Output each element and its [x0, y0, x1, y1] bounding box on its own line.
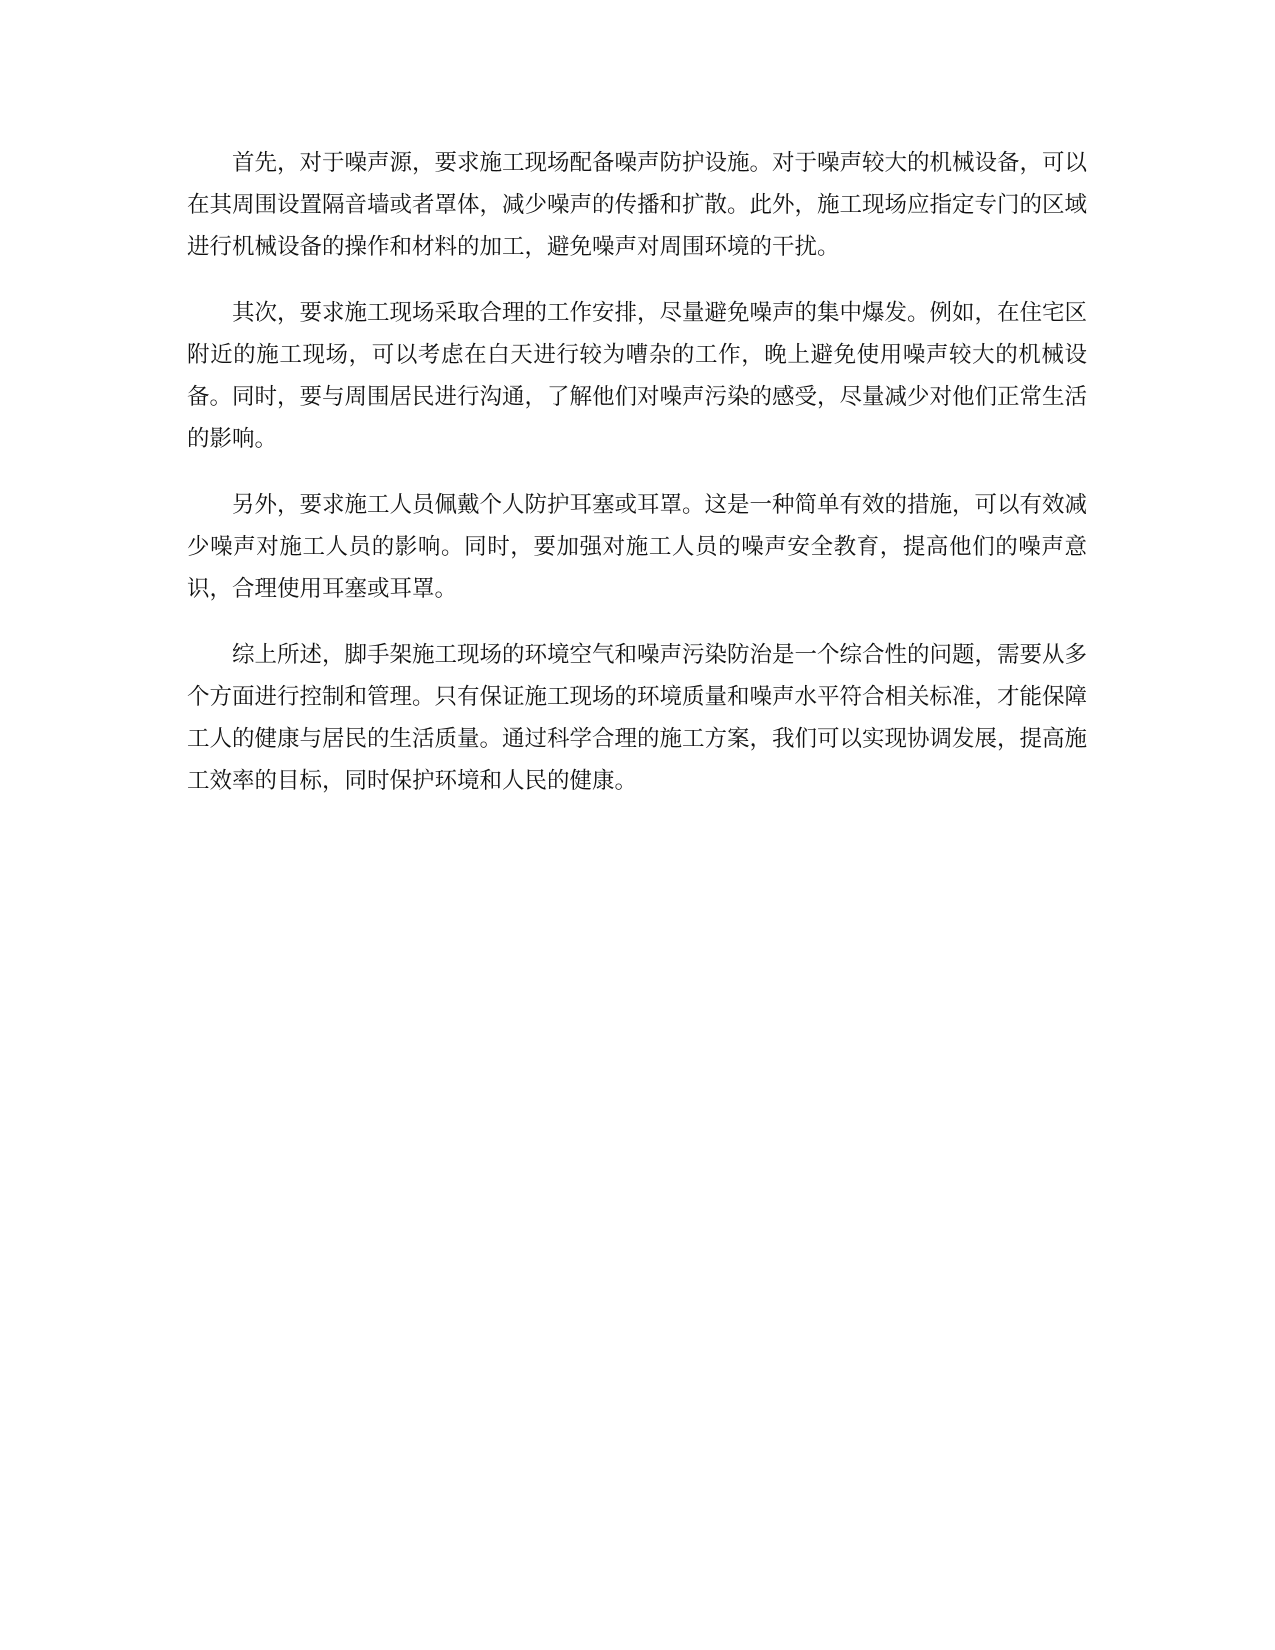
paragraph-conclusion: 综上所述，脚手架施工现场的环境空气和噪声污染防治是一个综合性的问题，需要从多个方面进行控制和管理。只有保证施工现场的环境质量和噪声水平符合相关标准，才能保障工人的健康与居民的生活质量。通过科学合理的施工方案，我们可以实现协调发展，提高施工效率的目标，同时保护环境和人民的健康。: [187, 642, 1088, 794]
paragraph-work-schedule: 其次，要求施工现场采取合理的工作安排，尽量避免噪声的集中爆发。例如，在住宅区附近的施工现场，可以考虑在白天进行较为嘈杂的工作，晚上避免使用噪声较大的机械设备。同时，要与周围居民进行沟通，了解他们对噪声污染的感受，尽量减少对他们正常生活的影响。: [187, 300, 1088, 452]
document-body: [187, 142, 1087, 826]
paragraph-noise-source: 首先，对于噪声源，要求施工现场配备噪声防护设施。对于噪声较大的机械设备，可以在其周围设置隔音墙或者罩体，减少噪声的传播和扩散。此外，施工现场应指定专门的区域进行机械设备的操作和材料的加工，避免噪声对周围环境的干扰。: [187, 150, 1088, 260]
paragraph-personal-protection: 另外，要求施工人员佩戴个人防护耳塞或耳罩。这是一种简单有效的措施，可以有效减少噪声对施工人员的影响。同时，要加强对施工人员的噪声安全教育，提高他们的噪声意识，合理使用耳塞或耳罩。: [187, 492, 1088, 602]
